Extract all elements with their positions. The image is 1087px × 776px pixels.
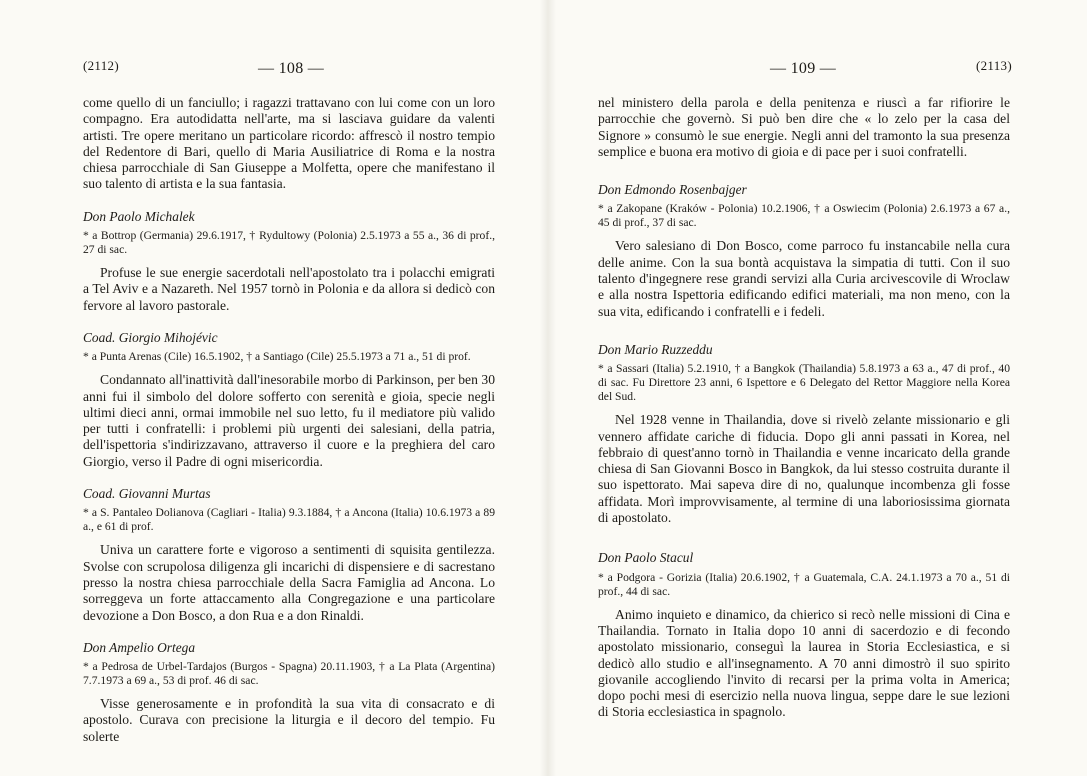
left-column [83, 95, 495, 745]
entry-meta: * a Zakopane (Kraków - Polonia) 10.2.1906, † a Oswiecim (Polonia) 2.6.1973 a 67 a., 45 di prof., 37 di sac. [598, 202, 1010, 230]
entry-text: Nel 1928 venne in Thailandia, dove si rivelò zelante missionario e gli vennero affidate cariche di fiducia. Dopo gli anni passati in Korea, nel febbraio di quest'anno tornò in Thailandia e venne incaricato della grande chiesa di San Giovanni Bosco in Bangkok, da lui stesso costruita durante il suo ispettorato. Mai sapeva dire di no, qualunque incombenza gli fosse affidata. Morì improvvisamente, al termine di una laboriosissima giornata di apostolato. [598, 412, 1010, 526]
entry-michalek [83, 209, 495, 314]
entry-name: Don Edmondo Rosenbajger [598, 182, 747, 198]
entry-name: Don Ampelio Ortega [83, 639, 196, 655]
entry-text: Animo inquieto e dinamico, da chierico si recò nelle missioni di Cina e Thailandia. Tornato in Italia dopo 10 anni di sacerdozio e di fecondo apostolato missionario, conseguì la laurea in Storia Ecclesiastica, e si dedicò allo studio e all'insegnamento. A 70 anni dimostrò il suo spirito giovanile accogliendo l'invito di recarsi per la prima volta in America; dopo pochi mesi di esercizio nella nuova lingua, seppe dare le sue lezioni di Storia ecclesiastica in spagnolo. [598, 606, 1010, 720]
left-side-number: (2112) [83, 58, 119, 73]
right-side-number: (2113) [976, 58, 1012, 73]
entry-ortega [83, 640, 495, 745]
entry-text: Condannato all'inattività dall'inesorabile morbo di Parkinson, per ben 30 anni fui il simbolo del dolore sofferto con serenità e gioia, specie negli ultimi dieci anni, ormai immobile nel suo letto, fu il mediatore più valido per tutti i confratelli: i problemi più urgenti dei salesiani, della patria, dell'ispettoria s'indirizzavano, attraverso il cuore e la preghiera del caro Giorgio, verso il Padre di ogni misericordia. [83, 372, 495, 469]
entry-text: Profuse le sue energie sacerdotali nell'apostolato tra i polacchi emigrati a Tel Aviv e a Nazareth. Nel 1957 tornò in Polonia e da allora si dedicò con fervore al lavoro pastorale. [83, 265, 495, 313]
entry-name: Coad. Giorgio Mihojévic [83, 329, 218, 345]
entry-text: Visse generosamente e in profondità la sua vita di consacrato e di apostolo. Curava con precisione la liturgia e il decoro del tempio. Fu solerte [83, 696, 495, 744]
entry-meta: * a Sassari (Italia) 5.2.1910, † a Bangkok (Thailandia) 5.8.1973 a 63 a., 47 di prof., 40 di sac. Fu Direttore 23 anni, 6 Ispettore e 6 Delegato del Rettor Maggiore nella Korea del Sud. [598, 362, 1010, 404]
entry-name: Coad. Giovanni Murtas [83, 486, 211, 502]
entry-text: Univa un carattere forte e vigoroso a sentimenti di squisita gentilezza. Svolse con scrupolosa diligenza gli incarichi di dispensiere e di sacrestano presso la nostra chiesa parrocchiale della Sacra Famiglia ad Ancona. Lo sorreggeva un forte attaccamento alla Congregazione e una particolare devozione a Don Bosco, a don Rua e a don Rinaldi. [83, 542, 495, 623]
entry-rosenbajger [598, 182, 1010, 320]
right-page [548, 0, 1087, 776]
right-page-number: — 109 — [770, 60, 837, 77]
entry-name: Don Paolo Michalek [83, 208, 195, 224]
entry-murtas [83, 486, 495, 624]
entry-meta: * a S. Pantaleo Dolianova (Cagliari - Italia) 9.3.1884, † a Ancona (Italia) 10.6.1973 a 89 a., e 61 di prof. [83, 506, 495, 534]
entry-ruzzeddu [598, 342, 1010, 526]
left-page-number: — 108 — [258, 60, 325, 77]
right-intro-paragraph: nel ministero della parola e della penitenza e riuscì a far rifiorire le parrocchie che governò. Si può ben dire che « lo zelo per la casa del Signore » consumò le sue energie. Negli anni del tramonto la sua presenza semplice e buona era motivo di gioia e di pace per i suoi confratelli. [598, 95, 1010, 159]
left-intro-paragraph: come quello di un fanciullo; i ragazzi trattavano con lui come con un loro compagno. Era autodidatta nell'arte, ma si lasciava guidare da valenti artisti. Tre opere meritano un particolare ricordo: affrescò il nostro tempio del Redentore di Bari, quello di Maria Ausiliatrice di Roma e la nostra chiesa parrocchiale di San Giuseppe a Molfetta, opere che manifestano il suo talento di artista e la sua fantasia. [83, 95, 495, 192]
entry-meta: * a Podgora - Gorizia (Italia) 20.6.1902, † a Guatemala, C.A. 24.1.1973 a 70 a., 51 di prof., 44 di sac. [598, 570, 1010, 598]
right-column [598, 95, 1010, 721]
entry-name: Don Mario Ruzzeddu [598, 341, 713, 357]
entry-mihojevic [83, 330, 495, 470]
entry-meta: * a Bottrop (Germania) 29.6.1917, † Rydultowy (Polonia) 2.5.1973 a 55 a., 36 di prof., 27 di sac. [83, 229, 495, 257]
entry-text: Vero salesiano di Don Bosco, come parroco fu instancabile nella cura delle anime. Con la sua bontà acquistava la simpatia di tutti. Con il suo talento d'ingegnere rese grandi servizi alla Curia arcivescovile di Wroclaw e alla nostra Ispettoria edificando edifici materiali, ma non meno, con la sua vita, edificando i confratelli e i fedeli. [598, 238, 1010, 319]
entry-stacul [598, 550, 1010, 720]
entry-meta: * a Punta Arenas (Cile) 16.5.1902, † a Santiago (Cile) 25.5.1973 a 71 a., 51 di prof. [83, 350, 471, 364]
entry-meta: * a Pedrosa de Urbel-Tardajos (Burgos - Spagna) 20.11.1903, † a La Plata (Argentina) 7.7.1973 a 69 a., 53 di prof. 46 di sac. [83, 660, 495, 688]
entry-name: Don Paolo Stacul [598, 550, 694, 566]
